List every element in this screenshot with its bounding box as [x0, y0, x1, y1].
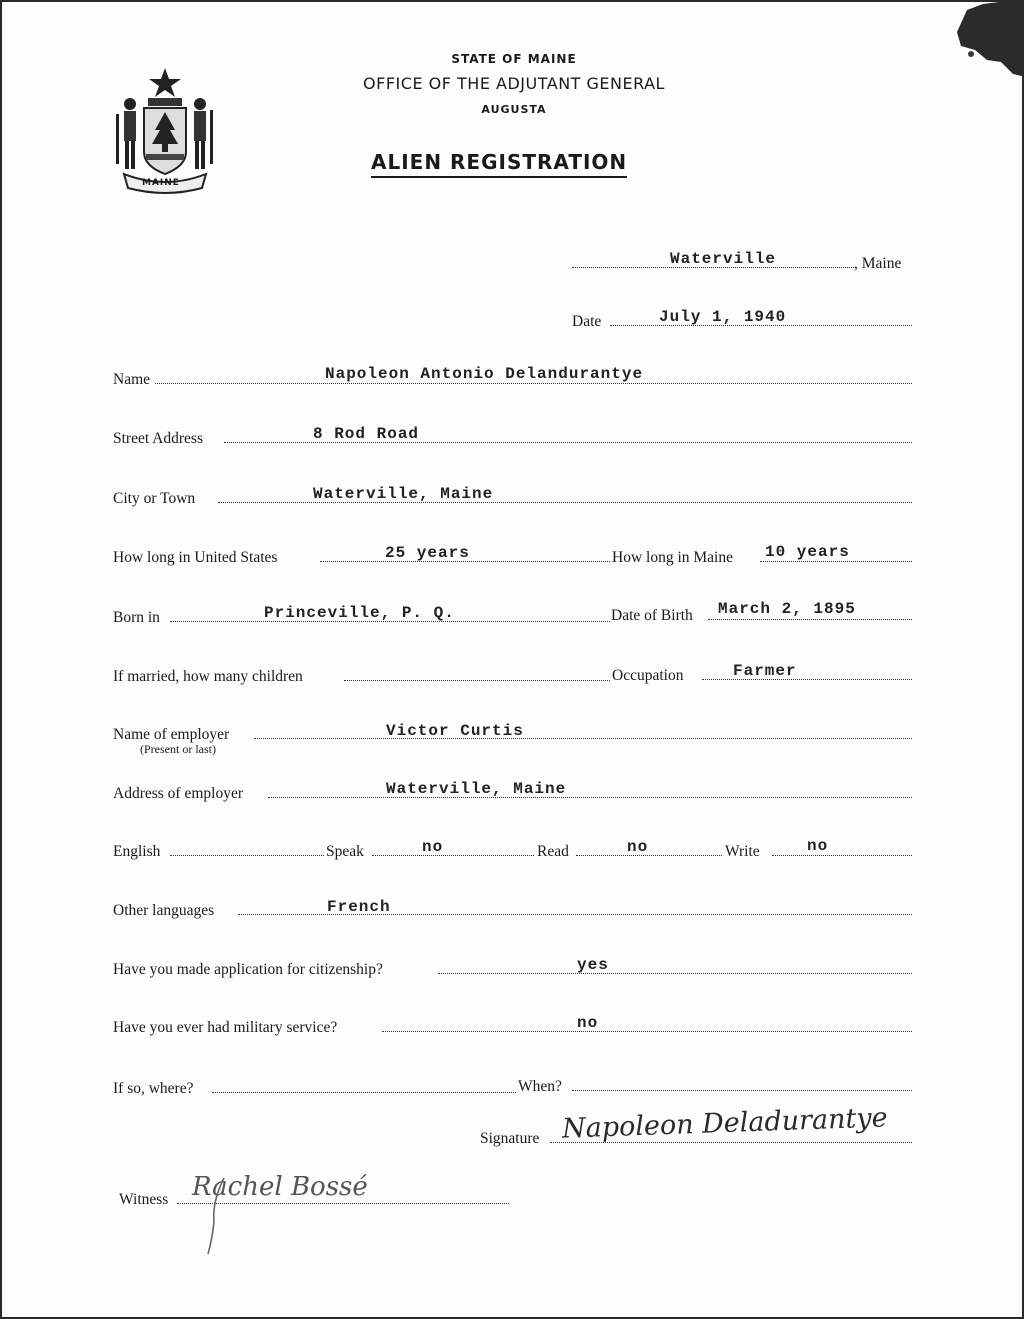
employer-sublabel: (Present or last)	[140, 742, 216, 756]
read-line	[576, 855, 722, 856]
name-line	[155, 383, 912, 384]
header-office: OFFICE OF THE ADJUTANT GENERAL	[363, 74, 665, 93]
city-value: Waterville, Maine	[313, 485, 494, 503]
read-value: no	[627, 838, 649, 856]
when-label: When?	[518, 1078, 562, 1095]
employer-line	[254, 738, 912, 739]
dob-label: Date of Birth	[611, 607, 693, 624]
signature-label: Signature	[480, 1130, 540, 1147]
citizenship-label: Have you made application for citizenship?	[113, 961, 383, 978]
form-title: ALIEN REGISTRATION	[371, 150, 627, 178]
us-years-label: How long in United States	[113, 549, 278, 566]
name-value: Napoleon Antonio Delandurantye	[325, 365, 644, 383]
speak-line	[372, 855, 534, 856]
witness-value: Rachel Bossé	[192, 1172, 368, 1202]
occupation-value: Farmer	[733, 662, 797, 680]
place-suffix: , Maine	[854, 255, 902, 272]
other-languages-label: Other languages	[113, 902, 215, 919]
write-line	[772, 855, 912, 856]
born-in-label: Born in	[113, 609, 160, 626]
employer-address-value: Waterville, Maine	[386, 780, 567, 798]
city-label: City or Town	[113, 490, 196, 507]
read-label: Read	[537, 843, 569, 860]
maine-years-value: 10 years	[765, 543, 850, 561]
dob-value: March 2, 1895	[718, 600, 856, 618]
witness-flourish	[202, 1172, 232, 1257]
place-value: Waterville	[670, 250, 777, 268]
children-line	[344, 680, 610, 681]
military-value: no	[577, 1014, 599, 1032]
employer-address-label: Address of employer	[113, 785, 243, 802]
english-label: English	[113, 843, 161, 860]
employer-label: Name of employer	[113, 726, 230, 743]
where-label: If so, where?	[113, 1080, 194, 1097]
maine-years-label: How long in Maine	[612, 549, 733, 566]
occupation-label: Occupation	[612, 667, 684, 684]
dob-line	[708, 619, 912, 620]
when-line	[572, 1090, 912, 1091]
street-label: Street Address	[113, 430, 203, 447]
date-label: Date	[572, 313, 602, 330]
other-languages-value: French	[327, 898, 391, 916]
speak-value: no	[422, 838, 444, 856]
date-value: July 1, 1940	[659, 308, 787, 326]
speak-label: Speak	[326, 843, 364, 860]
military-line	[382, 1031, 912, 1032]
name-label: Name	[113, 371, 151, 388]
signature-value: Napoleon Deladurantye	[561, 1102, 889, 1145]
street-value: 8 Rod Road	[313, 425, 420, 443]
seal-banner-text: MAINE	[142, 178, 180, 188]
header-city: AUGUSTA	[481, 103, 547, 116]
employer-address-line	[268, 797, 912, 798]
where-line	[212, 1092, 516, 1093]
us-years-value: 25 years	[385, 544, 470, 562]
header-state: STATE OF MAINE	[451, 52, 577, 66]
citizenship-line	[438, 973, 912, 974]
write-value: no	[807, 837, 829, 855]
maine-years-line	[760, 561, 912, 562]
write-label: Write	[725, 843, 760, 860]
born-in-value: Princeville, P. Q.	[264, 604, 455, 622]
english-line	[170, 855, 324, 856]
citizenship-value: yes	[577, 956, 609, 974]
military-label: Have you ever had military service?	[113, 1019, 338, 1036]
employer-value: Victor Curtis	[386, 722, 524, 740]
children-label: If married, how many children	[113, 668, 303, 685]
witness-label: Witness	[119, 1191, 169, 1208]
